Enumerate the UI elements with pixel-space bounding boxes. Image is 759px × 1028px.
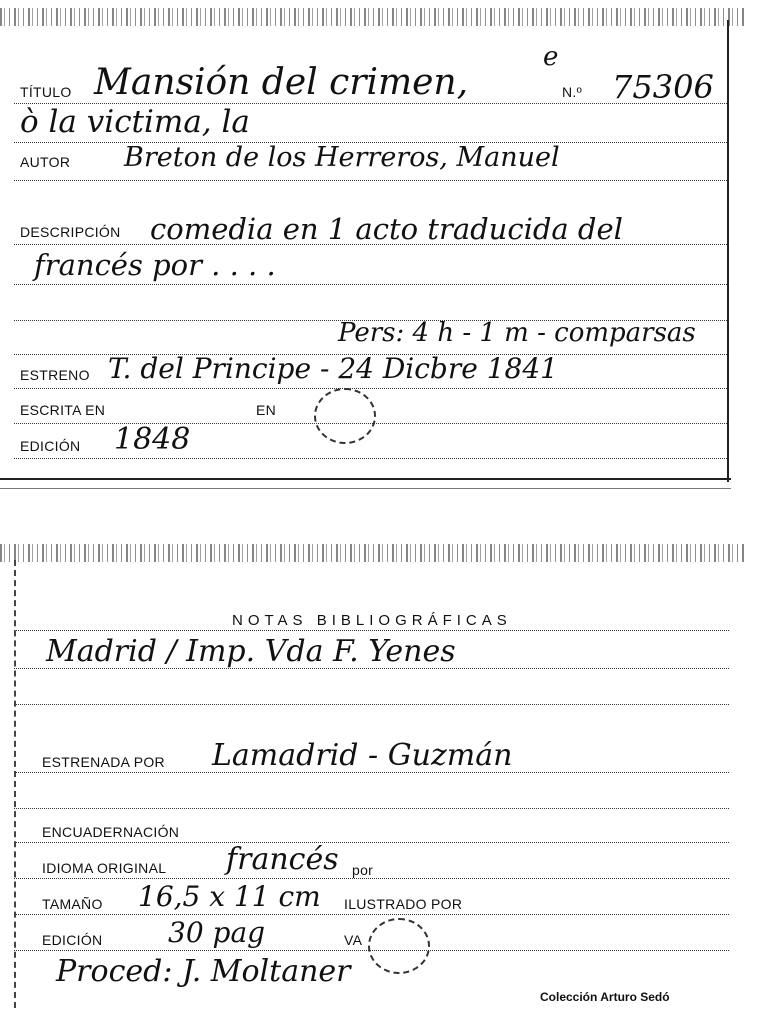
edicion-value: 30 pag [168, 916, 266, 949]
estreno-label: ESTRENO [20, 367, 90, 383]
card-border-left [14, 560, 16, 1008]
library-stamp [368, 918, 430, 974]
por-label: por [352, 862, 374, 878]
titulo-label: TÍTULO [20, 84, 72, 100]
autor-label: AUTOR [20, 154, 71, 170]
estrenada-por-label: ESTRENADA POR [42, 754, 165, 770]
ruled-line [14, 388, 729, 389]
catalog-card-top [0, 0, 745, 492]
library-stamp [314, 388, 376, 444]
descripcion-value-line2: francés por . . . . [34, 248, 276, 282]
torn-edge [0, 8, 745, 26]
proced-value: Proced: J. Moltaner [56, 954, 351, 989]
ruled-line [14, 808, 729, 809]
ruled-line [14, 878, 729, 879]
va-label: VA [344, 932, 363, 948]
catalog-card-bottom [0, 540, 745, 1028]
numero-value: 75306 [612, 68, 714, 106]
tamano-label: TAMAÑO [42, 896, 103, 912]
titulo-value-line2: ò la victima, la [20, 104, 250, 140]
edicion-label: EDICIÓN [20, 438, 81, 454]
torn-edge [0, 544, 745, 562]
autor-value: Breton de los Herreros, Manuel [124, 142, 560, 173]
ruled-line [14, 458, 729, 459]
descripcion-value-line1: comedia en 1 acto traducida del [150, 212, 623, 246]
encuadernacion-label: ENCUADERNACIÓN [42, 824, 180, 840]
idioma-value: francés [226, 842, 339, 877]
edicion-value: 1848 [114, 422, 191, 457]
ruled-line [14, 180, 729, 181]
numero-label: N.º [562, 84, 583, 100]
estrenada-por-value: Lamadrid - Guzmán [212, 738, 513, 773]
card-border-bottom-shadow [0, 488, 731, 489]
estreno-value: T. del Principe - 24 Dicbre 1841 [108, 352, 558, 385]
collection-footer: Colección Arturo Sedó [540, 990, 670, 1004]
notas-heading: NOTAS BIBLIOGRÁFICAS [232, 612, 512, 629]
ilustrado-label: ILUSTRADO POR [344, 896, 463, 912]
en-label: EN [256, 402, 277, 418]
personajes-value: Pers: 4 h - 1 m - comparsas [338, 318, 696, 348]
titulo-value-line1: Mansión del crimen, [94, 62, 469, 103]
ruled-line [14, 842, 729, 843]
descripcion-label: DESCRIPCIÓN [20, 224, 121, 240]
ruled-line [14, 630, 729, 631]
notas-value: Madrid / Imp. Vda F. Yenes [46, 634, 456, 669]
ruled-line [14, 914, 729, 915]
card-border-bottom [0, 478, 731, 480]
ruled-line [14, 284, 729, 285]
idioma-label: IDIOMA ORIGINAL [42, 860, 167, 876]
edicion-label: EDICIÓN [42, 932, 103, 948]
tamano-value: 16,5 x 11 cm [138, 880, 321, 913]
ruled-line [14, 704, 729, 705]
escrita-en-label: ESCRITA EN [20, 402, 106, 418]
card-border-right [727, 20, 729, 482]
titulo-mark: e [543, 42, 559, 72]
